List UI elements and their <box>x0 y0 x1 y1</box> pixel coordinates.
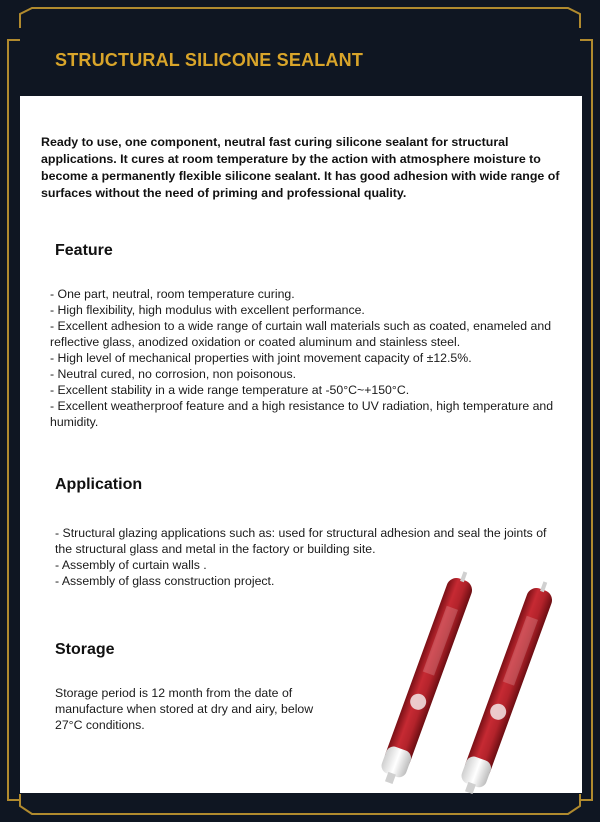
feature-heading: Feature <box>55 242 113 259</box>
list-item: - High flexibility, high modulus with excellent performance. <box>50 303 365 317</box>
list-item: - Excellent weatherproof feature and a high resistance to UV radiation, high temperature and humidity. <box>50 399 554 429</box>
feature-list <box>50 286 560 430</box>
content-panel <box>20 96 582 793</box>
list-item: - High level of mechanical properties with joint movement capacity of ±12.5%. <box>50 351 472 365</box>
intro-paragraph: Ready to use, one component, neutral fast curing silicone sealant for structural applications. It cures at room temperature by the action with atmosphere moisture to become a permanently flexible silicone sealant. It has good adhesion with wide range of surfaces without the need of priming and professional quality. <box>41 135 560 200</box>
list-item: - Structural glazing applications such as: used for structural adhesion and seal the joints of the structural glass and metal in the factory or building site. <box>55 526 547 556</box>
storage-text: Storage period is 12 month from the date of manufacture when stored at dry and airy, below 27°C conditions. <box>55 686 314 732</box>
page-title: STRUCTURAL SILICONE SEALANT <box>55 50 364 70</box>
list-item: - Excellent stability in a wide range temperature at -50°C~+150°C. <box>50 383 410 397</box>
application-heading: Application <box>55 476 143 493</box>
list-item: - Excellent adhesion to a wide range of curtain wall materials such as coated, enameled and reflective glass, anodized oxidation or coated aluminum and stainless steel. <box>50 319 552 349</box>
list-item: - Neutral cured, no corrosion, non poisonous. <box>50 367 297 381</box>
list-item: - Assembly of curtain walls . <box>55 558 207 572</box>
storage-heading: Storage <box>55 641 115 658</box>
list-item: - One part, neutral, room temperature curing. <box>50 287 295 301</box>
sealant-tubes-image <box>350 571 580 796</box>
header-bar <box>20 28 582 96</box>
list-item: - Assembly of glass construction project. <box>55 574 275 588</box>
